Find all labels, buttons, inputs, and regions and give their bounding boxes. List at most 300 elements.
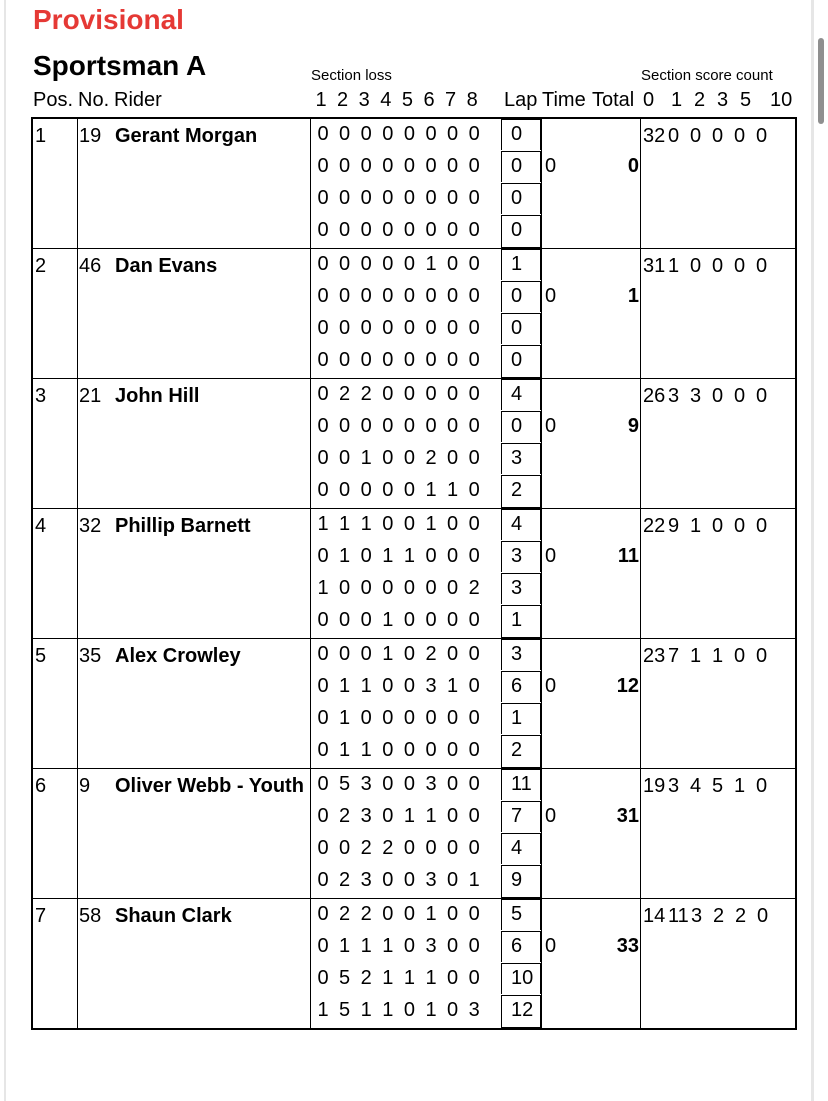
section-score: 0	[468, 219, 480, 241]
section-score: 0	[447, 739, 459, 761]
section-score: 0	[447, 869, 459, 891]
section-score: 0	[468, 285, 480, 307]
section-score: 0	[339, 349, 351, 371]
section-score: 0	[403, 349, 415, 371]
rider-number: 32	[79, 515, 102, 537]
lap-total: 0	[511, 317, 523, 339]
section-score: 0	[317, 545, 329, 567]
section-score: 0	[447, 967, 459, 989]
section-score: 0	[468, 187, 480, 209]
section-score: 1	[425, 479, 437, 501]
lap-total: 5	[511, 903, 523, 925]
section-score: 0	[317, 155, 329, 177]
section-score: 0	[382, 187, 394, 209]
section-score: 0	[403, 773, 415, 795]
column-divider	[77, 509, 78, 638]
count-label-10: 10	[770, 89, 793, 111]
section-score: 0	[468, 513, 480, 535]
score-count-value: 9	[668, 515, 680, 537]
section-score: 0	[403, 123, 415, 145]
rider-name: Phillip Barnett	[115, 515, 251, 537]
section-score: 0	[403, 675, 415, 697]
section-score: 1	[339, 545, 351, 567]
section-score: 0	[447, 219, 459, 241]
section-score: 0	[403, 253, 415, 275]
section-score: 1	[339, 739, 351, 761]
section-score: 0	[317, 675, 329, 697]
rider-total: 12	[616, 675, 639, 697]
section-score: 0	[339, 219, 351, 241]
section-score: 0	[403, 285, 415, 307]
section-score: 0	[468, 479, 480, 501]
section-score: 1	[403, 805, 415, 827]
rider-header: Rider	[114, 89, 162, 111]
section-score: 0	[403, 317, 415, 339]
section-score: 0	[425, 383, 437, 405]
score-count-value: 1	[690, 645, 702, 667]
section-score: 0	[447, 383, 459, 405]
provisional-status: Provisional	[33, 4, 184, 35]
rider-time: 0	[545, 805, 557, 827]
section-score: 0	[468, 773, 480, 795]
column-divider	[541, 379, 542, 508]
count-label-2: 2	[694, 89, 706, 111]
lap-total: 0	[511, 285, 523, 307]
section-score: 2	[339, 869, 351, 891]
section-score: 0	[425, 285, 437, 307]
section-score: 0	[382, 155, 394, 177]
section-score: 0	[317, 383, 329, 405]
rider-block	[33, 119, 795, 249]
section-score: 1	[382, 967, 394, 989]
section-score: 1	[317, 577, 329, 599]
section-score: 0	[317, 415, 329, 437]
section-score: 0	[339, 285, 351, 307]
column-divider	[77, 119, 78, 248]
score-count-value: 5	[712, 775, 724, 797]
score-count-value: 0	[756, 775, 768, 797]
section-score: 0	[317, 739, 329, 761]
section-score: 0	[403, 383, 415, 405]
lap-total: 0	[511, 187, 523, 209]
column-divider	[640, 769, 641, 898]
section-score: 3	[425, 869, 437, 891]
score-count-value: 7	[668, 645, 680, 667]
section-score: 1	[360, 739, 372, 761]
section-score: 1	[339, 707, 351, 729]
section-score: 0	[425, 609, 437, 631]
lap-total: 2	[511, 739, 523, 761]
score-count-value: 23	[643, 645, 666, 667]
lap-total: 1	[511, 609, 523, 631]
section-score: 0	[403, 187, 415, 209]
rider-block	[33, 639, 795, 769]
section-score: 1	[339, 513, 351, 535]
section-score: 2	[382, 837, 394, 859]
column-divider	[77, 769, 78, 898]
section-score: 1	[425, 513, 437, 535]
score-count-value: 0	[734, 255, 746, 277]
section-score: 0	[382, 415, 394, 437]
section-score: 0	[447, 513, 459, 535]
lap-total: 1	[511, 707, 523, 729]
section-score: 0	[382, 285, 394, 307]
rider-block	[33, 249, 795, 379]
section-score: 0	[403, 707, 415, 729]
section-score: 5	[339, 773, 351, 795]
lap-total: 10	[511, 967, 534, 989]
score-count-value: 0	[756, 645, 768, 667]
section-score: 0	[447, 577, 459, 599]
scrollbar-thumb[interactable]	[818, 38, 824, 124]
section-score: 0	[317, 187, 329, 209]
class-title: Sportsman A	[33, 50, 207, 81]
section-score: 0	[317, 869, 329, 891]
lap-total: 3	[511, 643, 523, 665]
section-score: 0	[447, 317, 459, 339]
rider-block	[33, 899, 795, 1028]
section-score: 0	[468, 349, 480, 371]
section-score: 0	[425, 123, 437, 145]
rider-time: 0	[545, 675, 557, 697]
section-score: 0	[447, 415, 459, 437]
rider-time: 0	[545, 155, 557, 177]
section-score: 0	[382, 349, 394, 371]
section-score: 0	[468, 903, 480, 925]
section-score: 0	[317, 123, 329, 145]
section-score: 0	[317, 317, 329, 339]
total-header: Total	[592, 89, 635, 111]
section-score: 5	[339, 999, 351, 1021]
rider-position: 2	[35, 255, 47, 277]
column-divider	[541, 509, 542, 638]
lap-total: 0	[511, 219, 523, 241]
column-divider	[640, 379, 641, 508]
section-score: 0	[425, 707, 437, 729]
section-score: 0	[447, 187, 459, 209]
lap-total: 4	[511, 837, 523, 859]
section-score: 0	[360, 707, 372, 729]
rider-block	[33, 379, 795, 509]
section-score: 1	[360, 675, 372, 697]
section-score: 0	[425, 219, 437, 241]
rider-name: Gerant Morgan	[115, 125, 258, 147]
section-score: 0	[317, 903, 329, 925]
section-score: 0	[382, 707, 394, 729]
section-score: 1	[403, 967, 415, 989]
section-score: 0	[403, 609, 415, 631]
section-score: 0	[339, 253, 351, 275]
column-divider	[640, 899, 641, 1028]
score-count-value: 0	[734, 645, 746, 667]
section-score: 0	[468, 447, 480, 469]
section-score: 0	[360, 643, 372, 665]
section-score: 0	[339, 447, 351, 469]
section-score: 1	[447, 675, 459, 697]
section-score: 0	[403, 415, 415, 437]
lap-total: 0	[511, 349, 523, 371]
section-score: 0	[317, 837, 329, 859]
lap-total: 3	[511, 577, 523, 599]
section-score: 1	[425, 999, 437, 1021]
section-score: 0	[447, 349, 459, 371]
section-score: 0	[468, 643, 480, 665]
section-score: 0	[339, 479, 351, 501]
lap-total: 9	[511, 869, 523, 891]
section-score: 2	[339, 805, 351, 827]
section-score: 0	[468, 837, 480, 859]
section-score: 0	[447, 545, 459, 567]
score-count-value: 2	[713, 905, 725, 927]
rider-position: 7	[35, 905, 47, 927]
section-score: 0	[468, 155, 480, 177]
section-score: 0	[317, 707, 329, 729]
rider-number: 58	[79, 905, 102, 927]
section-score: 0	[447, 123, 459, 145]
section-number-8: 8	[466, 89, 478, 111]
score-count-value: 0	[734, 385, 746, 407]
rider-total: 9	[627, 415, 639, 437]
section-score: 0	[360, 219, 372, 241]
section-score: 1	[339, 935, 351, 957]
section-number-4: 4	[380, 89, 392, 111]
section-score: 0	[425, 415, 437, 437]
section-score: 0	[468, 805, 480, 827]
section-score: 0	[339, 609, 351, 631]
section-score: 0	[360, 123, 372, 145]
section-score: 2	[360, 967, 372, 989]
score-count-value: 1	[734, 775, 746, 797]
section-score: 1	[317, 999, 329, 1021]
section-score: 1	[468, 869, 480, 891]
column-divider	[77, 899, 78, 1028]
lap-total: 7	[511, 805, 523, 827]
score-count-value: 0	[734, 125, 746, 147]
section-score: 0	[317, 967, 329, 989]
lap-total: 6	[511, 675, 523, 697]
section-score: 0	[447, 805, 459, 827]
rider-position: 1	[35, 125, 47, 147]
section-score: 1	[382, 643, 394, 665]
lap-total: 0	[511, 415, 523, 437]
section-score: 0	[468, 967, 480, 989]
section-score: 1	[360, 513, 372, 535]
section-score: 0	[447, 903, 459, 925]
section-score: 0	[339, 577, 351, 599]
section-score: 0	[360, 253, 372, 275]
section-score: 0	[382, 577, 394, 599]
section-score: 1	[317, 513, 329, 535]
section-score: 1	[382, 999, 394, 1021]
section-score: 0	[317, 773, 329, 795]
section-number-5: 5	[401, 89, 413, 111]
rider-total: 0	[627, 155, 639, 177]
section-score: 2	[360, 903, 372, 925]
score-count-value: 19	[643, 775, 666, 797]
count-label-3: 3	[717, 89, 729, 111]
section-score: 1	[360, 999, 372, 1021]
section-score: 0	[339, 317, 351, 339]
section-score: 0	[468, 317, 480, 339]
rider-position: 3	[35, 385, 47, 407]
section-score: 0	[382, 383, 394, 405]
rider-name: Alex Crowley	[115, 645, 241, 667]
section-score: 0	[447, 773, 459, 795]
rider-number: 9	[79, 775, 91, 797]
count-label-0: 0	[643, 89, 655, 111]
section-score: 0	[447, 999, 459, 1021]
section-score: 0	[339, 643, 351, 665]
section-score: 0	[382, 513, 394, 535]
section-score: 0	[382, 317, 394, 339]
rider-number: 35	[79, 645, 102, 667]
section-score: 1	[382, 545, 394, 567]
section-score: 0	[403, 513, 415, 535]
score-count-value: 14	[643, 905, 666, 927]
rider-total: 11	[617, 545, 639, 567]
score-count-value: 0	[690, 125, 702, 147]
section-score: 0	[447, 935, 459, 957]
score-count-value: 0	[756, 125, 768, 147]
lap-total: 0	[511, 155, 523, 177]
section-score: 2	[425, 447, 437, 469]
section-score: 0	[425, 545, 437, 567]
section-score: 0	[425, 739, 437, 761]
section-score: 0	[317, 935, 329, 957]
section-score: 0	[447, 155, 459, 177]
lap-total: 1	[511, 253, 523, 275]
section-score: 3	[425, 773, 437, 795]
section-score: 0	[360, 415, 372, 437]
section-score: 0	[382, 739, 394, 761]
section-score: 0	[425, 317, 437, 339]
section-score: 0	[360, 479, 372, 501]
section-score: 0	[317, 643, 329, 665]
score-count-value: 0	[756, 385, 768, 407]
section-score: 0	[317, 805, 329, 827]
score-count-value: 1	[668, 255, 680, 277]
section-score: 0	[317, 609, 329, 631]
section-score: 0	[317, 253, 329, 275]
section-score: 1	[360, 935, 372, 957]
section-score: 0	[425, 577, 437, 599]
section-score: 0	[403, 479, 415, 501]
section-score: 5	[339, 967, 351, 989]
lap-total: 0	[511, 123, 523, 145]
section-score: 2	[425, 643, 437, 665]
section-score: 0	[425, 837, 437, 859]
section-score: 0	[360, 317, 372, 339]
rider-position: 5	[35, 645, 47, 667]
rider-time: 0	[545, 935, 557, 957]
score-count-value: 0	[756, 255, 768, 277]
rider-time: 0	[545, 415, 557, 437]
rider-block	[33, 769, 795, 899]
lap-total: 6	[511, 935, 523, 957]
section-score: 0	[447, 837, 459, 859]
section-score: 0	[403, 837, 415, 859]
section-score: 0	[360, 187, 372, 209]
section-score: 0	[382, 219, 394, 241]
rider-name: John Hill	[115, 385, 200, 407]
section-score: 0	[360, 545, 372, 567]
section-score: 1	[447, 479, 459, 501]
score-count-value: 3	[668, 385, 680, 407]
section-score: 0	[425, 187, 437, 209]
section-score: 2	[360, 837, 372, 859]
left-page-edge	[4, 0, 6, 1101]
section-score: 1	[403, 545, 415, 567]
section-score: 3	[360, 805, 372, 827]
section-score: 0	[360, 155, 372, 177]
section-score: 0	[468, 253, 480, 275]
rider-total: 31	[616, 805, 639, 827]
section-score: 0	[468, 415, 480, 437]
column-divider	[640, 249, 641, 378]
section-score: 0	[360, 609, 372, 631]
score-count-value: 3	[668, 775, 680, 797]
section-score: 0	[403, 219, 415, 241]
section-score: 0	[339, 155, 351, 177]
section-score: 2	[468, 577, 480, 599]
section-score: 0	[339, 187, 351, 209]
section-score: 0	[317, 349, 329, 371]
section-score: 0	[447, 447, 459, 469]
section-score: 0	[403, 903, 415, 925]
score-count-value: 11	[668, 905, 689, 927]
score-count-value: 32	[643, 125, 666, 147]
section-score: 1	[425, 967, 437, 989]
section-score: 0	[360, 349, 372, 371]
section-score: 0	[317, 447, 329, 469]
rider-number: 46	[79, 255, 102, 277]
score-count-value: 0	[712, 515, 724, 537]
score-count-value: 1	[712, 645, 724, 667]
section-score: 0	[360, 285, 372, 307]
rider-time: 0	[545, 545, 557, 567]
section-score: 1	[360, 447, 372, 469]
score-count-value: 0	[757, 905, 769, 927]
lap-total: 4	[511, 513, 523, 535]
section-score: 2	[339, 383, 351, 405]
section-score: 0	[317, 219, 329, 241]
section-score: 0	[382, 447, 394, 469]
section-score: 0	[382, 805, 394, 827]
score-count-value: 0	[734, 515, 746, 537]
section-score: 1	[425, 805, 437, 827]
results-table	[31, 117, 797, 1030]
section-score: 3	[468, 999, 480, 1021]
column-divider	[541, 119, 542, 248]
rider-time: 0	[545, 285, 557, 307]
score-count-value: 0	[668, 125, 680, 147]
section-score: 0	[382, 253, 394, 275]
section-score: 0	[447, 643, 459, 665]
section-score: 0	[339, 123, 351, 145]
section-number-6: 6	[423, 89, 435, 111]
section-score: 0	[447, 285, 459, 307]
section-score: 0	[468, 609, 480, 631]
section-score: 1	[382, 935, 394, 957]
score-count-value: 0	[712, 385, 724, 407]
section-score: 0	[468, 545, 480, 567]
column-divider	[640, 509, 641, 638]
rider-block	[33, 509, 795, 639]
section-score: 1	[425, 903, 437, 925]
section-score-count-header: Section score count	[641, 67, 773, 84]
lap-total: 11	[511, 773, 532, 795]
section-number-2: 2	[337, 89, 349, 111]
